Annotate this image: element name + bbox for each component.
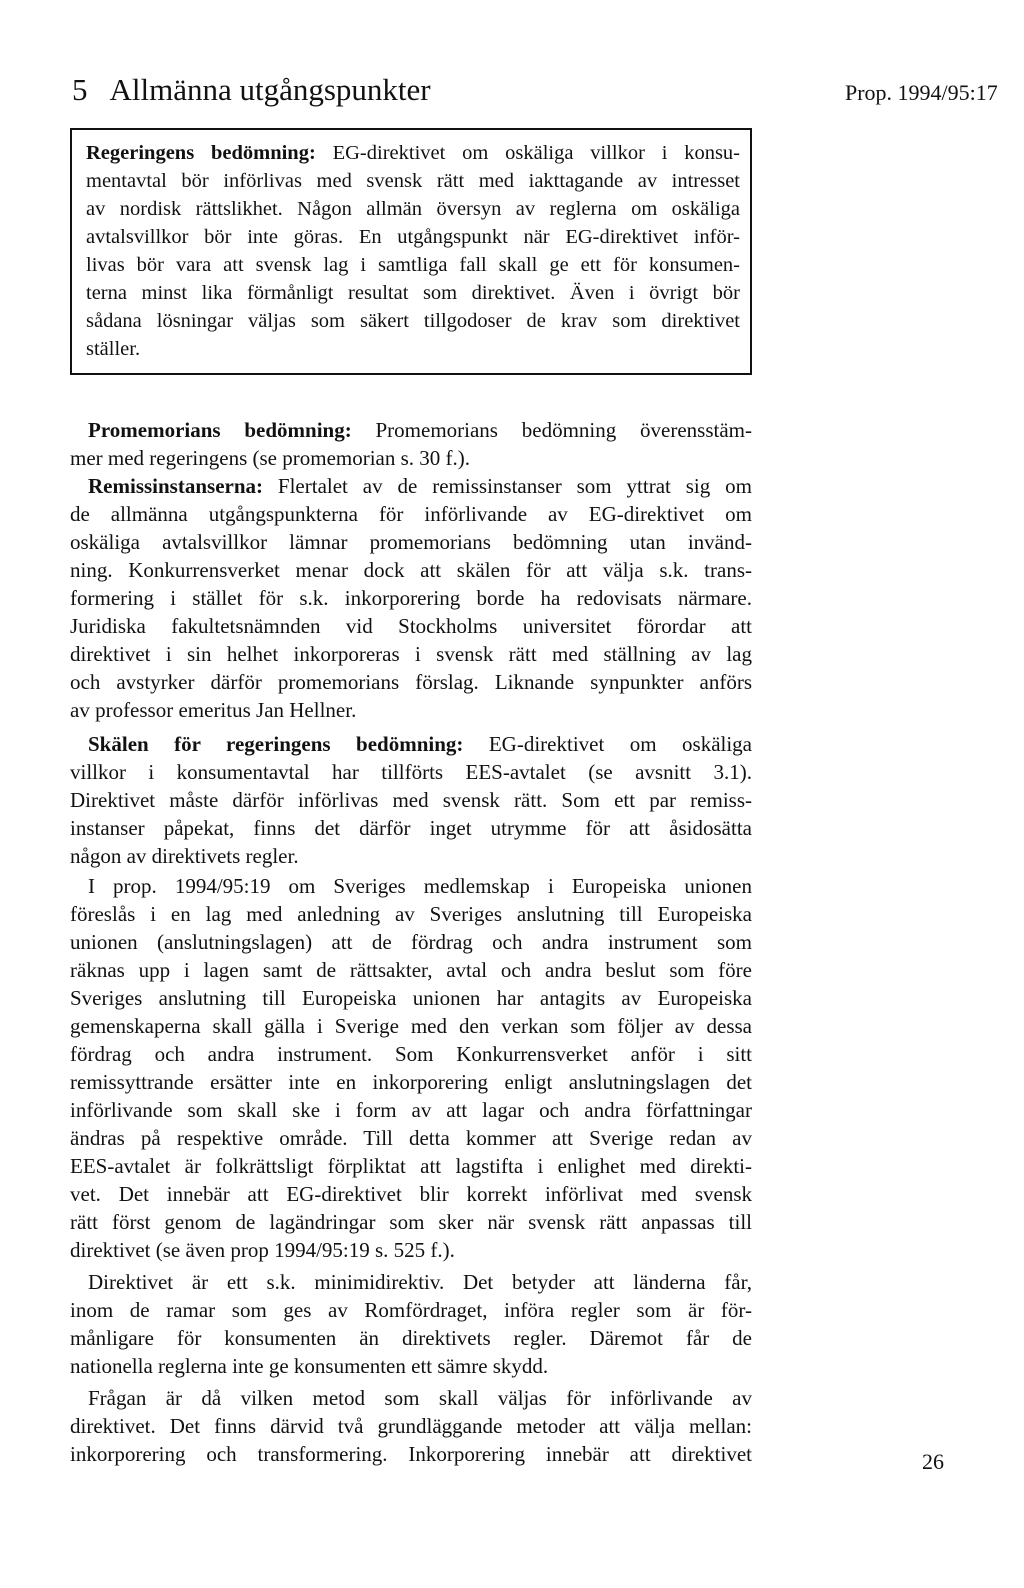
paragraph-line: direktivet. Det finns därvid två grundläggande metoder att välja mellan: [70, 1414, 752, 1438]
box-line: livas bör vara att svensk lag i samtliga fall skall ge ett för konsumen- [86, 254, 740, 276]
paragraph-line: nationella reglerna inte ge konsumenten ett sämre skydd. [70, 1354, 549, 1378]
box-line: mentavtal bör införlivas med svensk rätt med iakttagande av intresset [86, 170, 740, 192]
paragraph-line: Skälen för regeringens bedömning: EG-direktivet om oskäliga [88, 732, 753, 756]
paragraph-line: I prop. 1994/95:19 om Sveriges medlemskap i Europeiska unionen [88, 874, 752, 898]
paragraph-line: Direktivet är ett s.k. minimidirektiv. Det betyder att länderna får, [88, 1270, 752, 1294]
paragraph-line: direktivet i sin helhet inkorporeras i svensk rätt med ställning av lag [70, 642, 752, 666]
page-number: 26 [922, 1449, 944, 1474]
paragraph-line: inkorporering och transformering. Inkorporering innebär att direktivet [70, 1442, 752, 1466]
chapter-number: 5 [72, 72, 88, 107]
paragraph-line: räknas upp i lagen samt de rättsakter, avtal och andra beslut som före [70, 958, 752, 982]
paragraph-line: föreslås i en lag med anledning av Sveriges anslutning till Europeiska [70, 902, 752, 926]
paragraph-line: införlivande som skall ske i form av att lagar och andra författningar [70, 1098, 752, 1122]
paragraph-line: Frågan är då vilken metod som skall väljas för införlivande av [88, 1386, 752, 1410]
paragraph-line: av professor emeritus Jan Hellner. [70, 698, 357, 722]
paragraph-line: EES-avtalet är folkrättsligt förpliktat att lagstifta i enlighet med direkti- [70, 1154, 752, 1178]
government-reasons-lead: Skälen för regeringens bedömning: [88, 732, 464, 756]
paragraph-line: mer med regeringens (se promemorian s. 30 f.). [70, 446, 471, 470]
paragraph-line: direktivet (se även prop 1994/95:19 s. 525 f.). [70, 1238, 455, 1262]
paragraph-line: inom de ramar som ges av Romfördraget, införa regler som är för- [70, 1298, 752, 1322]
paragraph-line: villkor i konsumentavtal har tillförts EES-avtalet (se avsnitt 3.1). [70, 760, 752, 784]
referral-bodies-lead: Remissinstanserna: [88, 474, 264, 498]
paragraph-line: fördrag och andra instrument. Som Konkurrensverket anför i sitt [70, 1042, 752, 1066]
paragraph-line: Remissinstanserna: Flertalet av de remissinstanser som yttrat sig om [88, 474, 752, 498]
paragraph-line: rätt först genom de lagändringar som sker när svensk rätt anpassas till [70, 1210, 752, 1234]
box-line: sådana lösningar väljas som säkert tillgodoser de krav som direktivet [86, 310, 740, 332]
paragraph-line: någon av direktivets regler. [70, 844, 299, 868]
paragraph-line: formering i stället för s.k. inkorporering borde ha redovisats närmare. [70, 586, 752, 610]
paragraph-line: unionen (anslutningslagen) att de fördrag och andra instrument som [70, 930, 752, 954]
paragraph-line: Direktivet måste därför införlivas med svensk rätt. Som ett par remiss- [70, 788, 752, 812]
document-reference: Prop. 1994/95:17 [845, 80, 998, 105]
box-line: Regeringens bedömning: EG-direktivet om oskäliga villkor i konsu- [86, 142, 741, 164]
paragraph-line: oskäliga avtalsvillkor lämnar promemorians bedömning utan invänd- [70, 530, 752, 554]
box-line: av nordisk rättslikhet. Någon allmän översyn av reglerna om oskäliga [86, 198, 740, 220]
paragraph-line: och avstyrker därför promemorians förslag. Liknande synpunkter anförs [70, 670, 752, 694]
paragraph-line: instanser påpekat, finns det därför inget utrymme för att åsidosätta [70, 816, 752, 840]
box-line: ställer. [86, 338, 141, 360]
paragraph-line: ändras på respektive område. Till detta kommer att Sverige redan av [70, 1126, 752, 1150]
paragraph-line: Sveriges anslutning till Europeiska unionen har antagits av Europeiska [70, 986, 752, 1010]
paragraph-line: Juridiska fakultetsnämnden vid Stockholms universitet förordar att [70, 614, 752, 638]
paragraph-line: månligare för konsumenten än direktivets regler. Däremot får de [70, 1326, 752, 1350]
paragraph-line: vet. Det innebär att EG-direktivet blir korrekt införlivat med svensk [70, 1182, 752, 1206]
memorandum-assessment-lead: Promemorians bedömning: [88, 418, 352, 442]
paragraph-line: remissyttrande ersätter inte en inkorporering enligt anslutningslagen det [70, 1070, 752, 1094]
paragraph-line: gemenskaperna skall gälla i Sverige med den verkan som följer av dessa [70, 1014, 752, 1038]
paragraph-line: de allmänna utgångspunkterna för införlivande av EG-direktivet om [70, 502, 752, 526]
box-lead: Regeringens bedömning: [86, 142, 316, 164]
box-line: terna minst lika förmånligt resultat som direktivet. Även i övrigt bör [86, 282, 740, 304]
paragraph-line: Promemorians bedömning: Promemorians bedömning överensstäm- [88, 418, 752, 442]
chapter-title: Allmänna utgångspunkter [109, 72, 431, 107]
box-line: avtalsvillkor bör inte göras. En utgångspunkt när EG-direktivet inför- [86, 226, 740, 248]
paragraph-line: ning. Konkurrensverket menar dock att skälen för att välja s.k. trans- [70, 558, 752, 582]
